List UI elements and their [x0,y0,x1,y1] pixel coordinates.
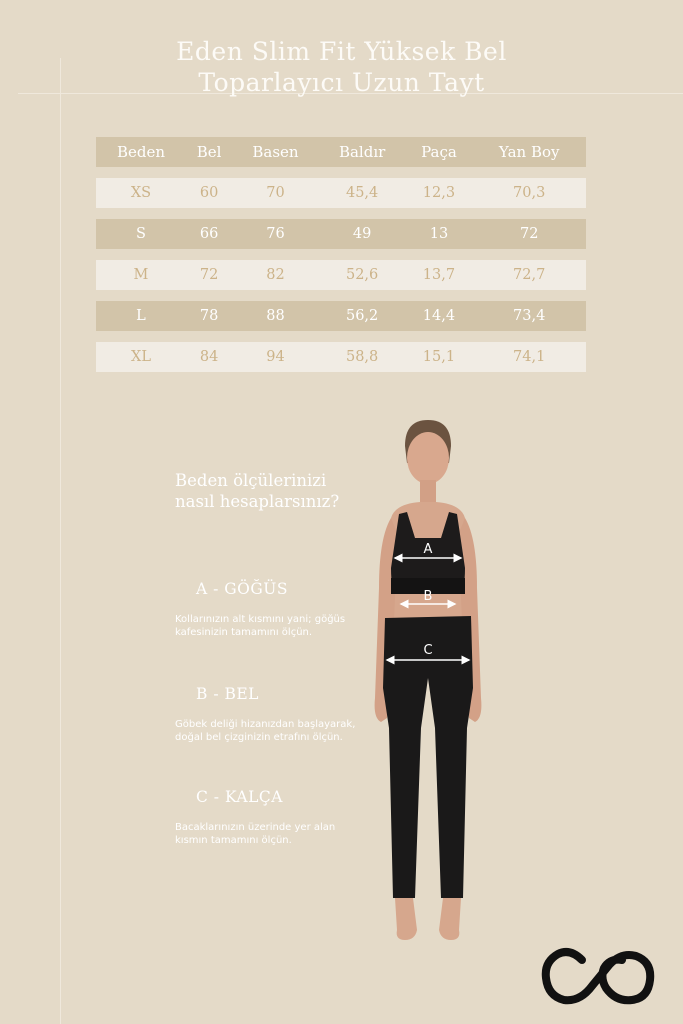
frame-line-vertical [60,58,61,1024]
cell-yan-boy: 72,7 [513,267,546,283]
cell-yan-boy: 74,1 [513,349,546,365]
cell-bel: 78 [199,308,219,324]
cell-baldir: 49 [352,226,372,242]
guide-heading-line-2: nasıl hesaplarsınız? [175,492,340,511]
guide-heading-line-1: Beden ölçülerinizi [175,471,327,490]
measure-label-hip: C - KALÇA [196,788,283,806]
measure-label-waist: B - BEL [196,685,259,703]
marker-a: A [423,542,433,557]
page-title [0,36,683,98]
measure-text-chest: Kollarınızın alt kısmını yani; göğüs kafesinizin tamamını ölçün. [175,614,346,638]
cell-yan-boy: 73,4 [513,308,546,324]
cell-bel: 66 [199,226,219,242]
cell-paca: 15,1 [422,349,456,365]
table-row [96,219,586,249]
table-row [96,178,586,208]
header-basen: Basen [252,143,299,161]
measure-text-hip: Bacaklarınızın üzerinde yer alan kısmın tamamını ölçün. [175,822,336,846]
cell-baldir: 56,2 [345,308,379,324]
cell-bel: 84 [199,349,219,365]
cell-basen: 88 [266,308,285,324]
measure-label-chest: A - GÖĞÜS [196,580,288,598]
cell-size: XS [130,185,152,201]
cell-paca: 13 [429,226,449,242]
header-baldir: Baldır [338,143,386,161]
neck [420,480,436,502]
marker-c: C [423,643,433,658]
table-row [96,342,586,372]
header-yan-boy: Yan Boy [498,143,560,161]
cell-basen: 82 [266,267,285,283]
cell-baldir: 58,8 [345,349,379,365]
cell-basen: 94 [266,349,285,365]
size-table [96,126,586,383]
size-table-header [96,137,586,167]
cell-size: S [136,226,146,242]
measure-text-waist: Göbek deliği hizanızdan başlayarak, doğal bel çizginizin etrafını ölçün. [175,719,356,743]
title-line-2: Toparlayıcı Uzun Tayt [198,68,485,97]
cell-size: L [136,308,146,324]
cell-bel: 72 [199,267,219,283]
marker-b: B [423,589,433,604]
table-row [96,301,586,331]
cell-yan-boy: 72 [519,226,539,242]
cell-bel: 60 [199,185,219,201]
cell-baldir: 45,4 [345,185,379,201]
cell-basen: 70 [266,185,285,201]
cell-basen: 76 [266,226,285,242]
cell-paca: 12,3 [422,185,456,201]
head [407,432,449,484]
measure-guide-heading [175,470,339,512]
cell-size: XL [131,349,151,365]
table-row [96,260,586,290]
cell-baldir: 52,6 [345,267,379,283]
cell-paca: 13,7 [422,267,456,283]
cell-paca: 14,4 [422,308,456,324]
header-bel: Bel [196,143,222,161]
leggings [383,616,473,898]
header-beden: Beden [116,143,165,161]
right-foot [439,898,461,940]
cell-size: M [133,267,149,283]
title-line-1: Eden Slim Fit Yüksek Bel [176,37,507,66]
header-paca: Paça [421,143,457,161]
brand-logo [540,944,656,1010]
cell-yan-boy: 70,3 [513,185,546,201]
left-foot [395,898,417,940]
model-figure [355,418,500,946]
